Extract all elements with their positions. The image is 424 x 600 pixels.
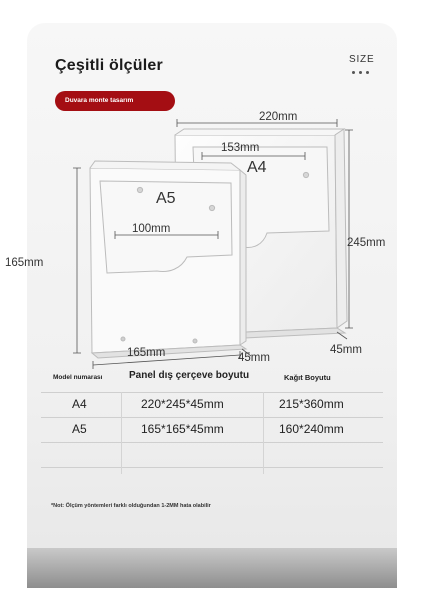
holder-illustration [5,23,397,364]
row-model: A5 [72,422,87,436]
row-paper-size: 160*240mm [279,422,344,436]
bottom-band [27,548,397,588]
measurement-note: *Not: Ölçüm yöntemleri farklı olduğundan 1-2MM hata olabilir [51,503,211,509]
table-row [41,392,383,417]
a4-inner-label: 153mm [221,142,260,154]
a5-label: A5 [156,190,176,207]
wall-mount-badge: Duvara monte tasarım [55,91,175,111]
a5-inner-label: 100mm [132,223,171,235]
a5-depth-label: 45mm [238,352,270,364]
row-panel-size: 165*165*45mm [141,422,224,436]
column-divider [121,392,122,474]
header-paper-size: Kağıt Boyutu [284,373,331,382]
a5-height-label: 165mm [5,257,44,269]
a4-depth-label: 45mm [330,344,362,356]
row-panel-size: 220*245*45mm [141,397,224,411]
row-paper-size: 215*360mm [279,397,344,411]
size-table [41,368,383,468]
table-row [41,417,383,442]
a4-label: A4 [247,159,267,176]
a4-width-label: 220mm [259,111,298,123]
page-title: Çeşitli ölçüler [55,57,163,74]
a5-width-label: 165mm [127,347,166,359]
table-row-empty [41,442,383,468]
a4-height-label: 245mm [347,237,386,249]
row-model: A4 [72,397,87,411]
size-label: SIZE [349,54,375,65]
column-divider [263,392,264,474]
table-header [41,368,383,392]
header-panel-size: Panel dış çerçeve boyutu [129,370,250,381]
product-card [5,23,397,588]
header-model: Model numarası [53,374,103,381]
